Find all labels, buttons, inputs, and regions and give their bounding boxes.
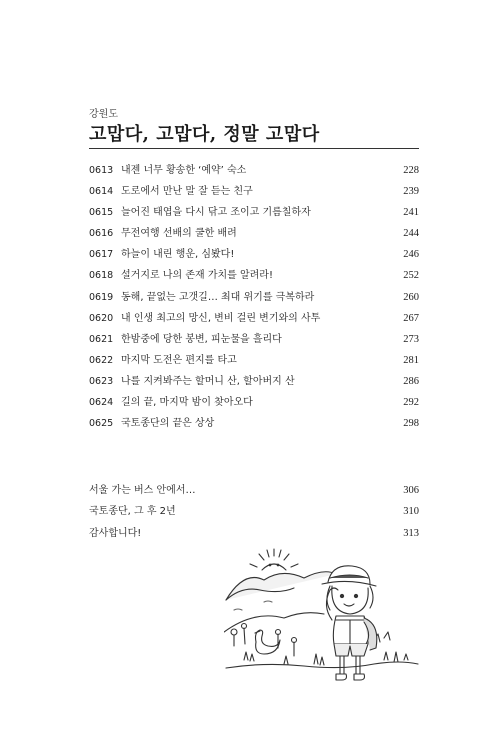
entry-page: 267 — [403, 312, 419, 324]
entry-title: 도로에서 만난 말 잘 듣는 친구 — [121, 186, 253, 198]
entry-number: 0617 — [89, 249, 114, 261]
hiker-girl — [322, 566, 377, 680]
entry-number: 0615 — [89, 207, 114, 219]
extra-title: 감사합니다! — [89, 527, 142, 539]
toc-extras — [89, 480, 419, 544]
toc-entry[interactable] — [89, 223, 419, 244]
toc-entry[interactable] — [89, 265, 419, 286]
toc-entry[interactable] — [89, 413, 419, 434]
entry-title: 설거지로 나의 존재 가치를 알려라! — [121, 270, 273, 282]
entry-page: 260 — [403, 291, 419, 303]
entry-page: 286 — [403, 375, 419, 387]
title-rule — [89, 148, 419, 149]
extra-title: 국토종단, 그 후 2년 — [89, 506, 176, 518]
toc-entry[interactable] — [89, 371, 419, 392]
entry-number: 0620 — [89, 312, 114, 324]
section-title: 고맙다, 고맙다, 정말 고맙다 — [89, 124, 320, 145]
entry-number: 0619 — [89, 291, 114, 303]
toc-entry[interactable] — [89, 287, 419, 308]
sun-icon — [250, 549, 298, 570]
entry-page: 246 — [403, 249, 419, 261]
toc-extra-entry[interactable] — [89, 480, 419, 501]
toc-entry[interactable] — [89, 181, 419, 202]
toc-entry[interactable] — [89, 392, 419, 413]
hiker-illustration — [224, 540, 420, 702]
entry-title: 무전여행 선배의 쿨한 배려 — [121, 228, 237, 240]
entry-page: 298 — [403, 418, 419, 430]
extra-title: 서울 가는 버스 안에서… — [89, 485, 196, 496]
toc-entry[interactable] — [89, 308, 419, 329]
entry-title: 내젠 너무 황송한 ‘예약’ 숙소 — [121, 165, 247, 176]
entry-title: 마지막 도전은 편지를 타고 — [121, 354, 237, 366]
entry-number: 0624 — [89, 397, 114, 409]
extra-page: 313 — [403, 527, 419, 539]
entry-number: 0613 — [89, 165, 114, 176]
extra-page: 306 — [403, 485, 419, 496]
toc-entry[interactable] — [89, 160, 419, 181]
entry-number: 0618 — [89, 270, 114, 282]
entry-title: 내 인생 최고의 망신, 변비 걸린 변기와의 사투 — [121, 312, 321, 324]
toc-entry[interactable] — [89, 244, 419, 265]
entry-number: 0621 — [89, 333, 114, 345]
entry-title: 한밤중에 당한 봉변, 피눈물을 흘리다 — [121, 333, 282, 345]
entry-number: 0616 — [89, 228, 114, 240]
entry-number: 0622 — [89, 354, 114, 366]
entry-page: 273 — [403, 333, 419, 345]
entry-title: 하늘이 내린 행운, 심봤다! — [121, 249, 235, 261]
entry-title: 늘어진 태엽을 다시 닦고 조이고 기름칠하자 — [121, 207, 311, 219]
entry-number: 0623 — [89, 375, 114, 387]
entry-page: 244 — [403, 228, 419, 240]
region-label: 강원도 — [89, 109, 118, 120]
extra-page: 310 — [403, 506, 419, 518]
toc-entry[interactable] — [89, 350, 419, 371]
entry-title: 동해, 끝없는 고갯길… 최대 위기를 극복하라 — [121, 291, 315, 303]
entry-number: 0625 — [89, 418, 114, 430]
entry-number: 0614 — [89, 186, 114, 198]
entry-page: 239 — [403, 186, 419, 198]
entry-page: 241 — [403, 207, 419, 219]
entry-title: 국토종단의 끝은 상상 — [121, 418, 215, 430]
toc-entry[interactable] — [89, 329, 419, 350]
mountains — [224, 572, 336, 632]
entry-title: 길의 끝, 마지막 밤이 찾아오다 — [121, 397, 253, 409]
entry-page: 228 — [403, 165, 419, 176]
entry-page: 292 — [403, 397, 419, 409]
entry-page: 252 — [403, 270, 419, 282]
toc-extra-entry[interactable] — [89, 501, 419, 522]
toc-list — [89, 160, 419, 434]
entry-title: 나를 지켜봐주는 할머니 산, 할아버지 산 — [121, 375, 295, 387]
toc-entry[interactable] — [89, 202, 419, 223]
grass — [226, 632, 418, 668]
entry-page: 281 — [403, 354, 419, 366]
flower-icon — [231, 624, 297, 657]
